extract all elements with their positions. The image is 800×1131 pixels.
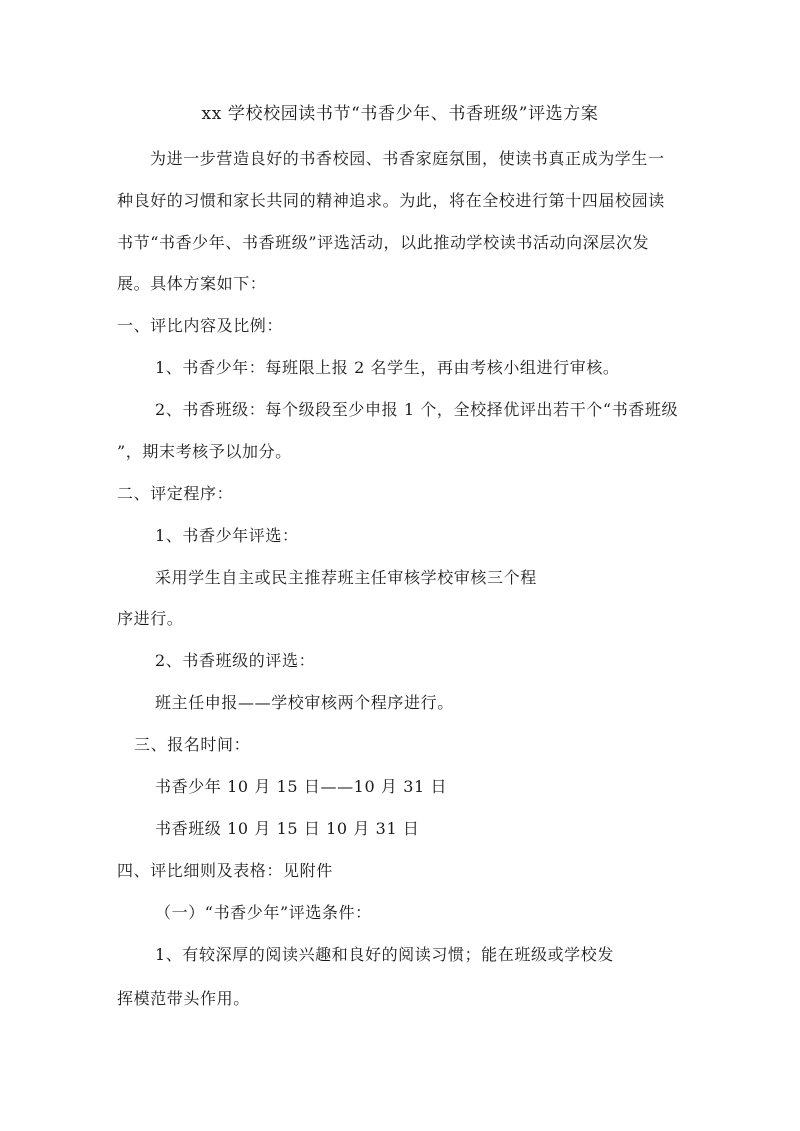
section2-item2-text: 班主任申报——学校审核两个程序进行。: [155, 693, 454, 712]
section1-item1: 1、书香少年：每班限上报 2 名学生，再由考核小组进行审核。: [155, 358, 620, 377]
intro-line-4: 展。具体方案如下：: [117, 274, 267, 293]
section2-item2: 2、书香班级的评选：: [155, 651, 316, 670]
section4-heading: 四、评比细则及表格：见附件: [117, 861, 333, 880]
section1-item2-line2: ”，期末考核予以加分。: [117, 442, 292, 461]
section3-heading: 三、报名时间：: [134, 735, 251, 754]
intro-line-2: 种良好的习惯和家长共同的精神追求。为此，将在全校进行第十四届校园读: [117, 191, 665, 210]
section1-item2-line1: 2、书香班级：每个级段至少申报 1 个，全校择优评出若干个“书香班级: [155, 400, 679, 419]
section2-item1-text-line1: 采用学生自主或民主推荐班主任审核学校审核三个程: [155, 568, 537, 587]
document-title: xx 学校校园读书节“书香少年、书香班级”评选方案: [201, 104, 599, 124]
section4-item1-line2: 挥模范带头作用。: [117, 989, 250, 1008]
section4-item1-line1: 1、有较深厚的阅读兴趣和良好的阅读习惯；能在班级或学校发: [155, 945, 614, 964]
section2-heading: 二、评定程序：: [117, 484, 234, 503]
section3-line2: 书香班级 10 月 15 日 10 月 31 日: [155, 819, 420, 838]
section2-item1-text-line2: 序进行。: [117, 609, 184, 628]
section4-sub-heading: （一）“书香少年”评选条件：: [155, 903, 372, 922]
intro-line-3: 书节“书香少年、书香班级”评选活动，以此推动学校读书活动向深层次发: [117, 233, 650, 252]
intro-line-1: 为进一步营造良好的书香校园、书香家庭氛围，使读书真正成为学生一: [150, 149, 665, 168]
section2-item1: 1、书香少年评选：: [155, 526, 299, 545]
section3-line1: 书香少年 10 月 15 日——10 月 31 日: [155, 777, 448, 796]
section1-heading: 一、评比内容及比例：: [117, 316, 284, 335]
